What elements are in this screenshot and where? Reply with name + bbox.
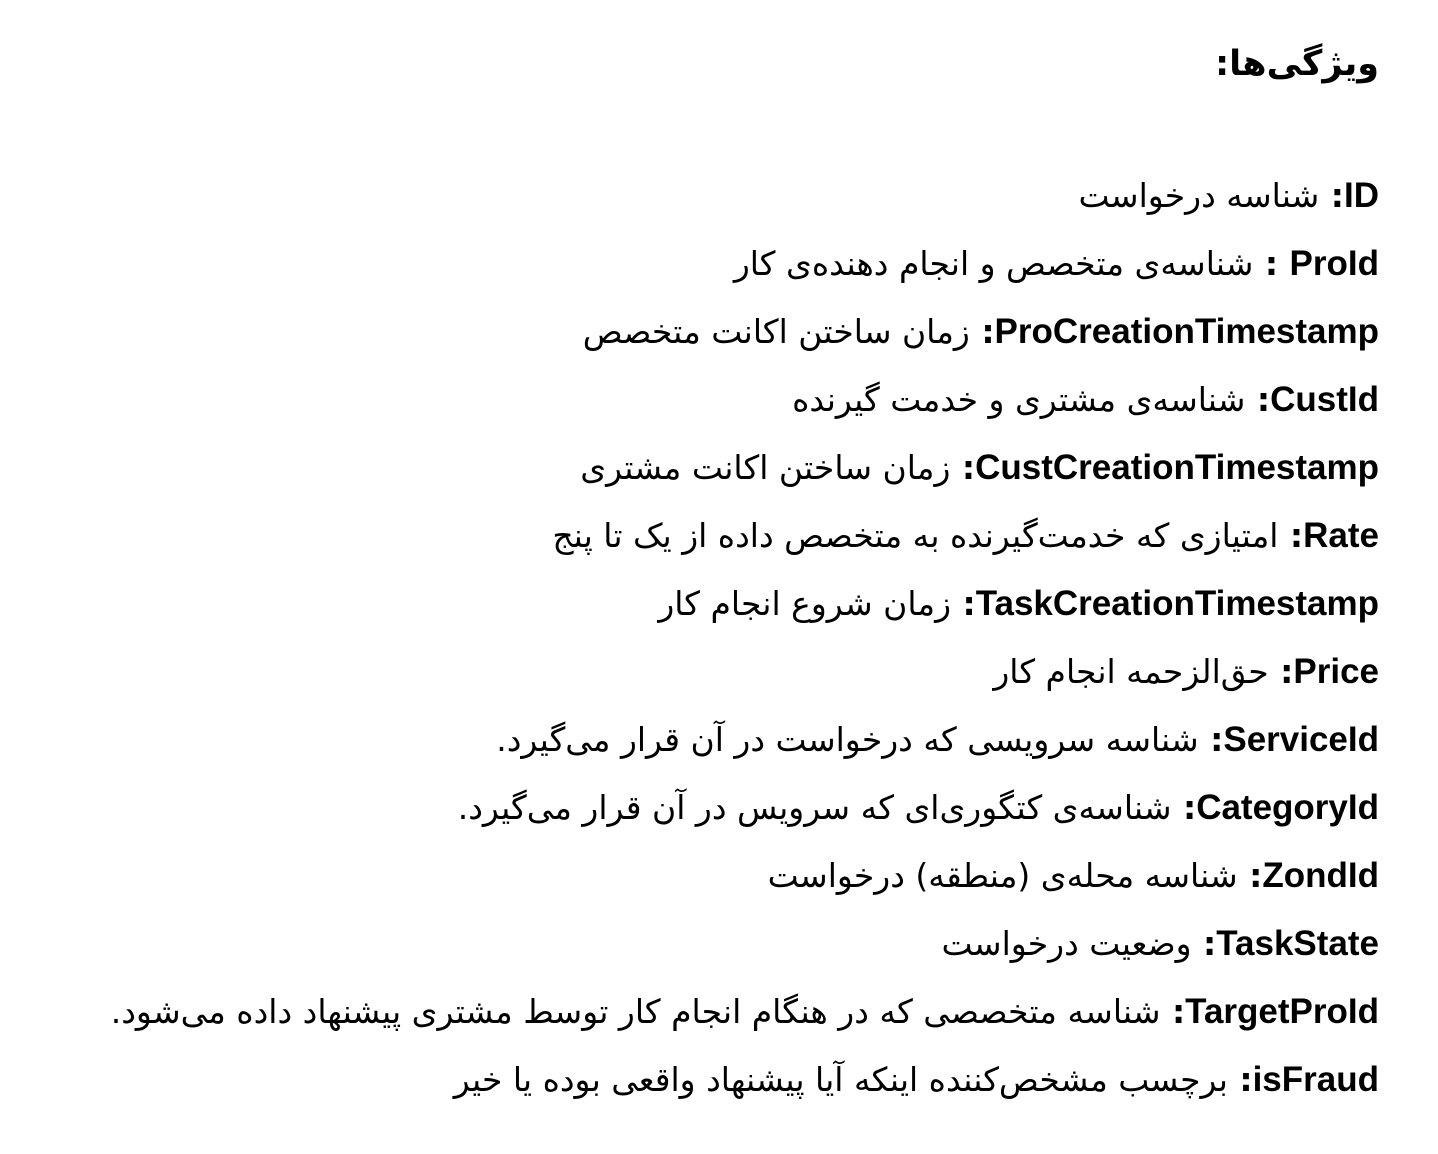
feature-description: شناسه‌ی متخصص و انجام دهنده‌ی کار	[733, 244, 1254, 283]
feature-description: شناسه محله‌ی (منطقه) درخواست	[767, 856, 1238, 895]
feature-separator: :	[950, 448, 976, 487]
features-heading: ویژگی‌ها:	[1215, 44, 1379, 84]
feature-description: شناسه‌ی مشتری و خدمت گیرنده	[792, 380, 1246, 419]
feature-separator: :	[1237, 856, 1263, 895]
feature-key: Price	[1293, 652, 1379, 691]
feature-description: وضعیت درخواست	[941, 924, 1192, 963]
feature-item-id	[111, 170, 1379, 238]
feature-description: شناسه‌ی کتگوری‌ای که سرویس در آن قرار می‌گیرد.	[457, 788, 1172, 827]
feature-item-targetproid	[111, 986, 1379, 1054]
feature-item-price	[111, 646, 1379, 714]
feature-separator: :	[951, 584, 976, 623]
feature-item-serviceid	[111, 714, 1379, 782]
feature-key: ServiceId	[1223, 720, 1379, 759]
feature-description: شناسه درخواست	[1078, 176, 1320, 215]
feature-separator: :	[1268, 652, 1294, 691]
feature-key: CustId	[1270, 380, 1379, 419]
feature-item-categoryid	[111, 782, 1379, 850]
feature-list	[111, 170, 1379, 1122]
feature-item-procreationtimestamp	[111, 306, 1379, 374]
feature-separator: :	[1227, 1060, 1253, 1099]
feature-description: زمان ساختن اکانت متخصص	[582, 312, 970, 351]
feature-item-isfraud	[111, 1054, 1379, 1122]
feature-separator: :	[1171, 788, 1197, 827]
feature-key: ProId	[1289, 244, 1379, 283]
feature-separator: :	[1160, 992, 1186, 1031]
feature-item-taskstate	[111, 918, 1379, 986]
feature-item-taskcreationtimestamp	[111, 578, 1379, 646]
feature-item-proid	[111, 238, 1379, 306]
feature-item-custcreationtimestamp	[111, 442, 1379, 510]
feature-description: برچسب مشخص‌کننده اینکه آیا پیشنهاد واقعی بوده یا خیر	[453, 1060, 1228, 1099]
feature-separator: :	[1278, 516, 1304, 555]
feature-key: Rate	[1303, 516, 1379, 555]
feature-item-custid	[111, 374, 1379, 442]
feature-description: زمان شروع انجام کار	[658, 584, 952, 623]
feature-key: ZondId	[1262, 856, 1379, 895]
feature-description: شناسه متخصصی که در هنگام انجام کار توسط مشتری پیشنهاد داده می‌شود.	[110, 992, 1161, 1031]
feature-separator: :	[1319, 176, 1344, 215]
feature-key: isFraud	[1252, 1060, 1379, 1099]
feature-key: ID	[1344, 176, 1379, 215]
feature-item-rate	[111, 510, 1379, 578]
feature-separator: :	[1253, 244, 1290, 283]
feature-description: حق‌الزحمه انجام کار	[993, 652, 1269, 691]
feature-separator: :	[969, 312, 995, 351]
feature-key: TargetProId	[1185, 992, 1379, 1031]
feature-description: شناسه سرویسی که درخواست در آن قرار می‌گیرد.	[496, 720, 1199, 759]
feature-separator: :	[1245, 380, 1271, 419]
feature-key: CategoryId	[1196, 788, 1379, 827]
feature-item-zondid	[111, 850, 1379, 918]
feature-description: زمان ساختن اکانت مشتری	[580, 448, 951, 487]
feature-separator: :	[1191, 924, 1217, 963]
feature-description: امتیازی که خدمت‌گیرنده به متخصص داده از یک تا پنج	[552, 516, 1279, 555]
feature-key: CustCreationTimestamp	[975, 448, 1379, 487]
feature-key: TaskCreationTimestamp	[975, 584, 1379, 623]
feature-separator: :	[1198, 720, 1224, 759]
feature-key: TaskState	[1216, 924, 1379, 963]
feature-key: ProCreationTimestamp	[994, 312, 1379, 351]
